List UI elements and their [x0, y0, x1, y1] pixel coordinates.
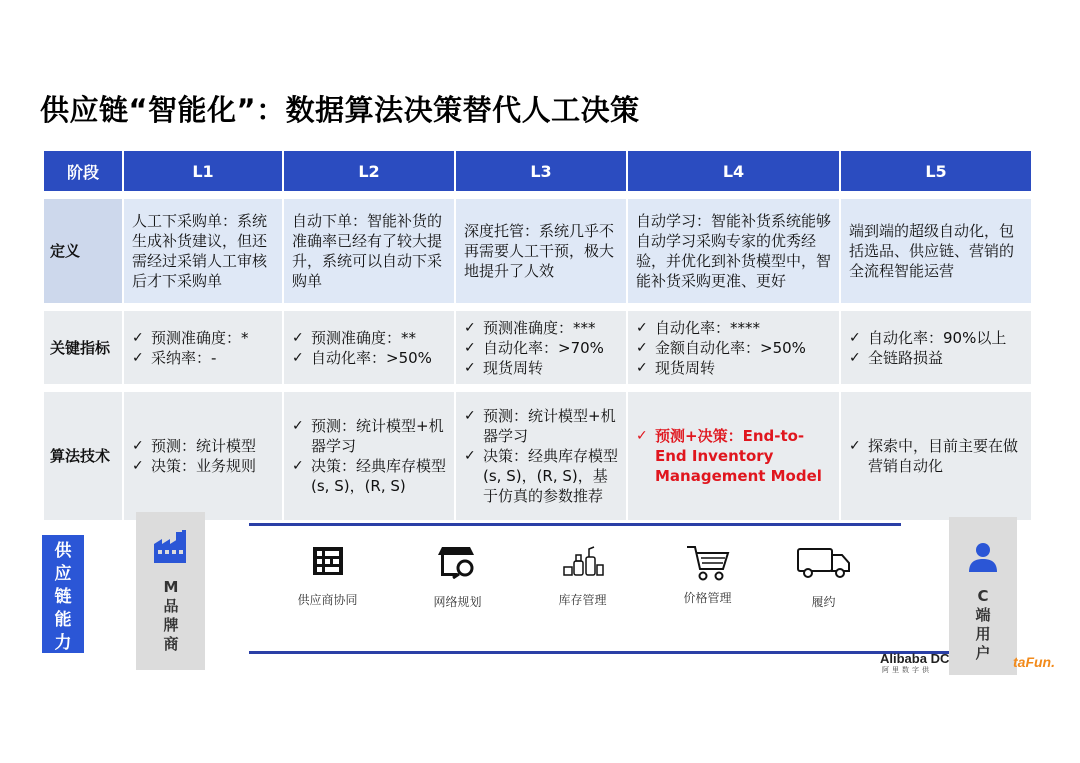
row-label-kpi: 关键指标 [44, 311, 122, 384]
process-fulfillment [776, 545, 871, 610]
shopping-cart-icon [685, 543, 731, 583]
capability-label [42, 535, 84, 653]
algorithm-l5 [841, 392, 1031, 520]
stage-table [42, 151, 1033, 520]
process-network [410, 543, 505, 610]
algorithm-l1-item: ✓ 预测：统计模型 [132, 436, 276, 456]
bottles-icon [561, 545, 605, 577]
kpi-l5-item: ✓ 自动化率：90%以上 [849, 328, 1025, 348]
kpi-l1-item: ✓ 预测准确度：* [132, 328, 276, 348]
process-pricing [660, 543, 755, 606]
kpi-l3-item: ✓ 自动化率：>70% [464, 338, 620, 358]
algorithm-l3-item: ✓ 决策：经典库存模型(s, S)，(R, S)，基于仿真的参数推荐 [464, 446, 620, 506]
kpi-l3-item: ✓ 现货周转 [464, 358, 620, 378]
kpi-l3-item: ✓ 预测准确度：*** [464, 318, 620, 338]
algorithm-l4 [628, 392, 839, 520]
kpi-l4-item: ✓ 金额自动化率：>50% [636, 338, 833, 358]
page-title: 供应链“智能化”：数据算法决策替代人工决策 [40, 93, 640, 127]
alibaba-logo-sub: 阿里数字供 [882, 666, 932, 674]
user-icon [967, 541, 999, 573]
algorithm-l4-item: ✓ 预测+决策：End-to-End Inventory Management Model [636, 426, 833, 486]
process-supplier [280, 545, 375, 608]
brand-box [136, 512, 205, 670]
definition-l3: 深度托管：系统几乎不再需要人工干预，极大地提升了人效 [456, 199, 626, 303]
definition-l2: 自动下单：智能补货的准确率已经有了较大提升，系统可以自动下采购单 [284, 199, 454, 303]
consumer-box [949, 517, 1017, 675]
kpi-l2-item: ✓ 预测准确度：** [292, 328, 448, 348]
algorithm-l3 [456, 392, 626, 520]
kpi-l4-item: ✓ 自动化率：**** [636, 318, 833, 338]
algorithm-l1 [124, 392, 282, 520]
bottom-divider-line [249, 651, 949, 654]
process-label: 供应商协同 [297, 593, 358, 607]
definition-row [44, 199, 1031, 303]
algorithm-row [44, 392, 1031, 520]
header-l4: L4 [628, 151, 839, 191]
factory-icon [152, 530, 188, 564]
store-search-icon [438, 543, 478, 579]
header-l5: L5 [841, 151, 1031, 191]
header-l2: L2 [284, 151, 454, 191]
kpi-l5-item: ✓ 全链路损益 [849, 348, 1025, 368]
process-inventory [535, 545, 630, 608]
kpi-l4-item: ✓ 现货周转 [636, 358, 833, 378]
brand-label: M品牌商 [163, 578, 179, 653]
supplier-building-icon [311, 545, 345, 577]
kpi-l1-item: ✓ 采纳率：- [132, 348, 276, 368]
header-l1: L1 [124, 151, 282, 191]
kpi-l2-item: ✓ 自动化率：>50% [292, 348, 448, 368]
algorithm-l2-item: ✓ 预测：统计模型+机器学习 [292, 416, 448, 456]
algorithm-l5-item: ✓ 探索中，目前主要在做营销自动化 [849, 436, 1025, 476]
row-label-definition: 定义 [44, 199, 122, 303]
delivery-truck-icon [796, 545, 852, 579]
kpi-l2 [284, 311, 454, 384]
algorithm-l2 [284, 392, 454, 520]
capability-label-text: 供应链能力 [54, 541, 72, 653]
process-label: 价格管理 [683, 591, 732, 605]
definition-l1: 人工下采购单：系统生成补货建议，但还需经过采销人工审核后才下采购单 [124, 199, 282, 303]
kpi-row [44, 311, 1031, 384]
header-l3: L3 [456, 151, 626, 191]
alibaba-logo: Alibaba DC [880, 651, 950, 666]
algorithm-l3-item: ✓ 预测：统计模型+机器学习 [464, 406, 620, 446]
process-label: 库存管理 [558, 593, 607, 607]
algorithm-l1-item: ✓ 决策：业务规则 [132, 456, 276, 476]
definition-l5: 端到端的超级自动化，包括选品、供应链、营销的全流程智能运营 [841, 199, 1031, 303]
process-label: 网络规划 [433, 595, 482, 609]
consumer-label: C端用户 [975, 587, 991, 662]
kpi-l5 [841, 311, 1031, 384]
kpi-l4 [628, 311, 839, 384]
row-label-algorithm: 算法技术 [44, 392, 122, 520]
process-label: 履约 [811, 595, 836, 609]
kpi-l3 [456, 311, 626, 384]
top-divider-line [249, 523, 901, 526]
algorithm-l2-item: ✓ 决策：经典库存模型(s, S)，(R, S) [292, 456, 448, 496]
datafun-logo: taFun. [1013, 654, 1055, 670]
header-stage: 阶段 [44, 151, 122, 191]
kpi-l1 [124, 311, 282, 384]
definition-l4: 自动学习：智能补货系统能够自动学习采购专家的优秀经验，并优化到补货模型中，智能补货采购更准、更好 [628, 199, 839, 303]
